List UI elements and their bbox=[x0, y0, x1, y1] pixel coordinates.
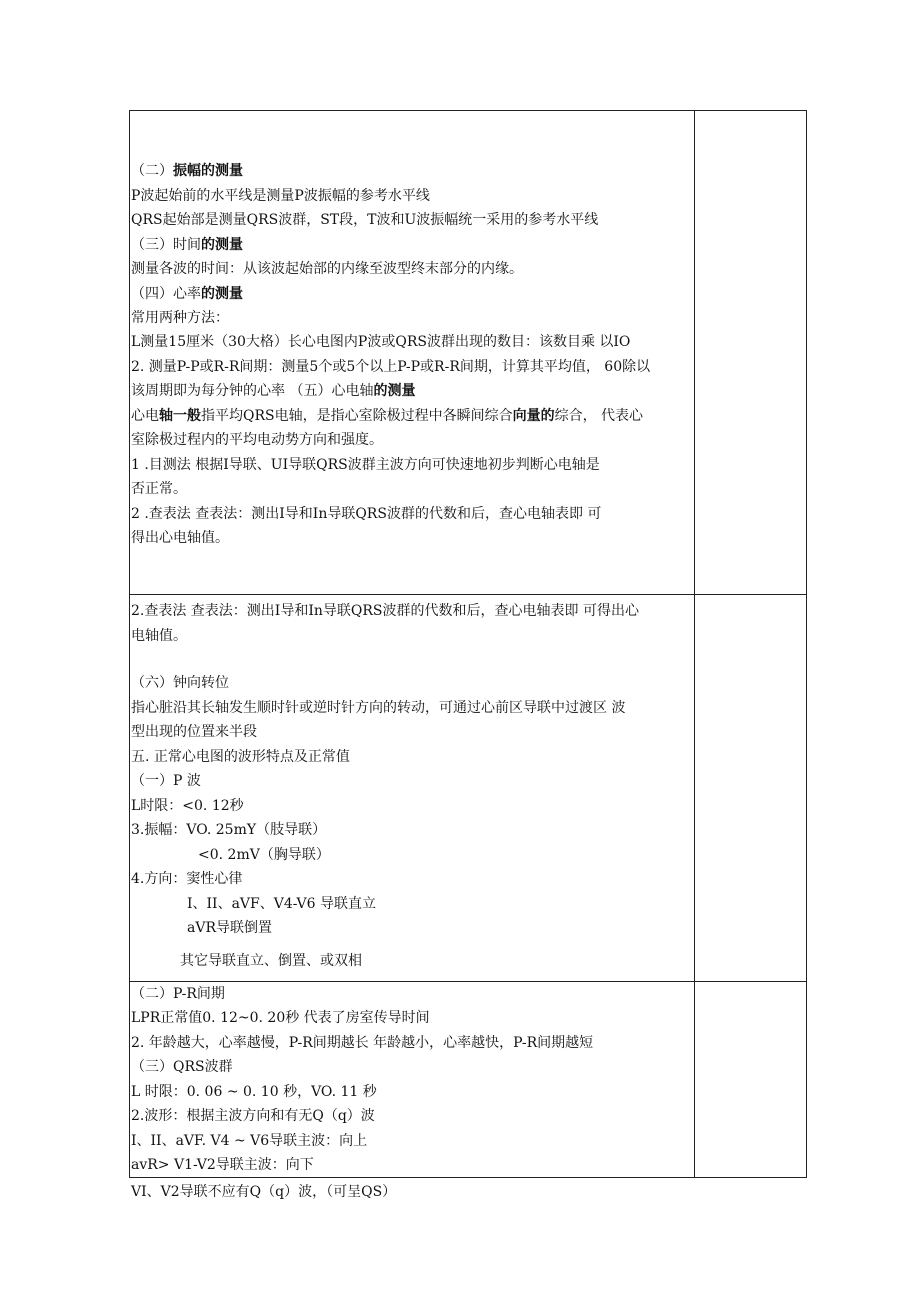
side-cell bbox=[695, 595, 806, 981]
text-line: QRS起始部是测量QRS波群，ST段，T波和U波振幅统一采用的参考水平线 bbox=[131, 212, 599, 228]
text-line: 指心脏沿其长轴发生顺时针或逆时针方向的转动，可通过心前区导联中过渡区 波 bbox=[131, 700, 626, 716]
text-line: 4.方向：窦性心律 bbox=[131, 871, 243, 887]
text-line: 2 .查表法 查表法：测出I导和In导联QRS波群的代数和后，查心电轴表即 可 bbox=[131, 506, 602, 522]
text-line: 2.查表法 查表法：测出I导和In导联QRS波群的代数和后，查心电轴表即 可得出心 bbox=[131, 603, 639, 619]
table-row bbox=[130, 111, 806, 595]
content-table bbox=[129, 110, 807, 1178]
text-line: 3.振幅：VO. 25mY（肢导联） bbox=[131, 822, 327, 838]
text-line: （二）P-R间期 bbox=[131, 986, 225, 1002]
text-line: L 时限：0. 06 ~ 0. 10 秒，VO. 11 秒 bbox=[131, 1084, 377, 1100]
text-line: （六）钟向转位 bbox=[131, 675, 229, 691]
text-line: 电轴值。 bbox=[131, 628, 187, 644]
text-line: （四）心率的测量 bbox=[131, 286, 243, 302]
text-line: （二）振幅的测量 bbox=[131, 163, 243, 179]
text-line: 否正常。 bbox=[131, 481, 187, 497]
text-line: 1 .目测法 根据I导联、UI导联QRS波群主波方向可快速地初步判断心电轴是 bbox=[131, 457, 600, 473]
content-cell bbox=[130, 111, 695, 594]
text-line: LPR正常值0. 12~0. 20秒 代表了房室传导时间 bbox=[131, 1010, 430, 1026]
text-line: 其它导联直立、倒置、或双相 bbox=[180, 953, 362, 969]
text-line: L时限：<0. 12秒 bbox=[131, 798, 244, 814]
text-line: 五. 正常心电图的波形特点及正常值 bbox=[131, 749, 350, 765]
content-cell bbox=[130, 982, 695, 1177]
table-row bbox=[130, 595, 806, 982]
text-line: <0. 2mV（胸导联） bbox=[198, 847, 330, 863]
text-line: P波起始前的水平线是测量P波振幅的参考水平线 bbox=[131, 188, 430, 204]
text-line: （三）QRS波群 bbox=[131, 1059, 233, 1075]
text-line: avR> V1-V2导联主波：向下 bbox=[131, 1157, 314, 1173]
text-line: I、II、aVF、V4-V6 导联直立 bbox=[187, 896, 376, 912]
text-line: 测量各波的时间：从该波起始部的内缘至波型终末部分的内缘。 bbox=[131, 261, 523, 277]
text-line: L测量15厘米（30大格）长心电图内P波或QRS波群出现的数目：该数目乘 以IO bbox=[131, 334, 631, 350]
text-line: aVR导联倒置 bbox=[187, 920, 272, 936]
text-line: 室除极过程内的平均电动势方向和强度。 bbox=[131, 432, 383, 448]
text-line: 2. 年龄越大，心率越慢，P-R间期越长 年龄越小，心率越快，P-R间期越短 bbox=[131, 1035, 594, 1051]
text-line: 得出心电轴值。 bbox=[131, 530, 229, 546]
side-cell bbox=[695, 982, 806, 1177]
text-line: 型出现的位置来半段 bbox=[131, 724, 257, 740]
table-row bbox=[130, 982, 806, 1177]
text-line: （一）P 波 bbox=[131, 773, 201, 789]
side-cell bbox=[695, 111, 806, 594]
trailing-text: VI、V2导联不应有Q（q）波，（可呈QS） bbox=[131, 1184, 397, 1200]
text-line: 该周期即为每分钟的心率 （五）心电轴的测量 bbox=[131, 383, 416, 399]
text-line: I、II、aVF. V4 ~ V6导联主波：向上 bbox=[131, 1133, 368, 1149]
content-cell bbox=[130, 595, 695, 981]
text-line: 心电轴一般指平均QRS电轴，是指心室除极过程中各瞬间综合向量的综合， 代表心 bbox=[131, 408, 644, 424]
text-line: 2.波形：根据主波方向和有无Q（q）波 bbox=[131, 1108, 375, 1124]
text-line: 常用两种方法： bbox=[131, 310, 229, 326]
text-line: 2. 测量P-P或R-R间期：测量5个或5个以上P-P或R-R间期，计算其平均值， 60除以 bbox=[131, 359, 651, 375]
text-line: （三）时间的测量 bbox=[131, 237, 243, 253]
